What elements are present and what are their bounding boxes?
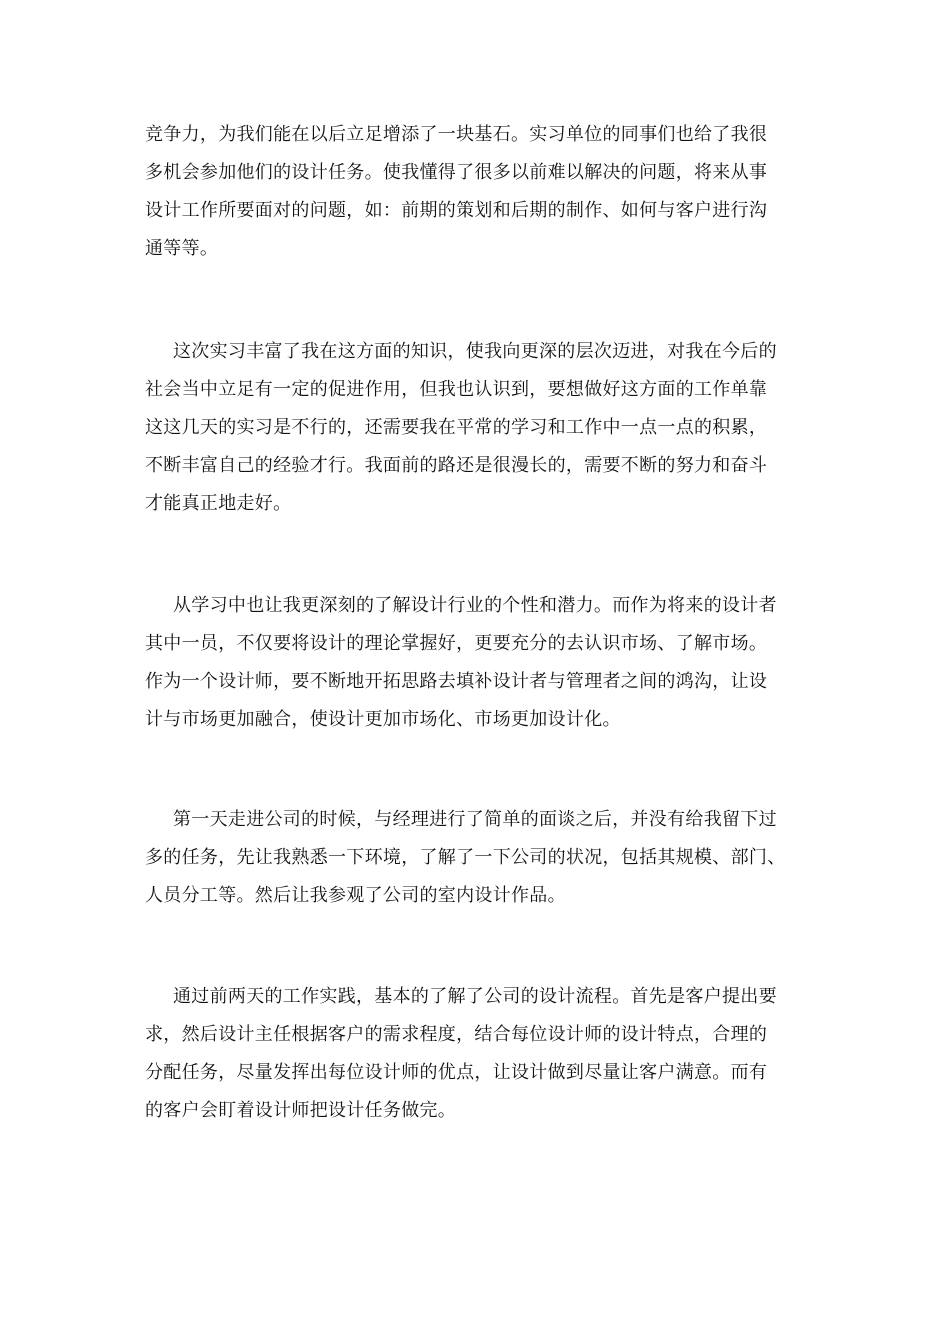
paragraph-line: 多的任务，先让我熟悉一下环境，了解了一下公司的状况，包括其规模、部门、 bbox=[145, 847, 786, 868]
paragraph-line: 这这几天的实习是不行的，还需要我在平常的学习和工作中一点一点的积累， bbox=[145, 417, 768, 438]
paragraph-1 bbox=[145, 116, 810, 268]
paragraph-line: 才能真正地走好。 bbox=[145, 493, 292, 514]
paragraph-line: 不断丰富自己的经验才行。我面前的路还是很漫长的，需要不断的努力和奋斗 bbox=[145, 455, 768, 476]
paragraph-line: 的客户会盯着设计师把设计任务做完。 bbox=[145, 1100, 457, 1121]
paragraph-line: 竞争力，为我们能在以后立足增添了一块基石。实习单位的同事们也给了我很 bbox=[145, 124, 768, 145]
paragraph-line: 其中一员，不仅要将设计的理论掌握好，更要充分的去认识市场、了解市场。 bbox=[145, 633, 768, 654]
paragraph-line: 通等等。 bbox=[145, 238, 219, 259]
paragraph-3 bbox=[145, 587, 810, 739]
paragraph-line: 这次实习丰富了我在这方面的知识，使我向更深的层次迈进，对我在今后的 bbox=[173, 341, 777, 362]
paragraph-line: 社会当中立足有一定的促进作用，但我也认识到，要想做好这方面的工作单靠 bbox=[145, 379, 768, 400]
paragraph-line: 作为一个设计师，要不断地开拓思路去填补设计者与管理者之间的鸿沟，让设 bbox=[145, 671, 768, 692]
paragraph-4 bbox=[145, 801, 810, 915]
paragraph-line: 设计工作所要面对的问题，如：前期的策划和后期的制作、如何与客户进行沟 bbox=[145, 200, 768, 221]
paragraph-line: 多机会参加他们的设计任务。使我懂得了很多以前难以解决的问题，将来从事 bbox=[145, 162, 768, 183]
paragraph-line: 计与市场更加融合，使设计更加市场化、市场更加设计化。 bbox=[145, 709, 621, 730]
paragraph-line: 通过前两天的工作实践，基本的了解了公司的设计流程。首先是客户提出要 bbox=[173, 986, 777, 1007]
paragraph-line: 分配任务，尽量发挥出每位设计师的优点，让设计做到尽量让客户满意。而有 bbox=[145, 1062, 768, 1083]
paragraph-line: 人员分工等。然后让我参观了公司的室内设计作品。 bbox=[145, 885, 566, 906]
paragraph-line: 从学习中也让我更深刻的了解设计行业的个性和潜力。而作为将来的设计者 bbox=[173, 595, 777, 616]
paragraph-5 bbox=[145, 978, 810, 1130]
paragraph-line: 求，然后设计主任根据客户的需求程度，结合每位设计师的设计特点，合理的 bbox=[145, 1024, 768, 1045]
paragraph-line: 第一天走进公司的时候，与经理进行了简单的面谈之后，并没有给我留下过 bbox=[173, 809, 777, 830]
paragraph-2 bbox=[145, 333, 810, 523]
